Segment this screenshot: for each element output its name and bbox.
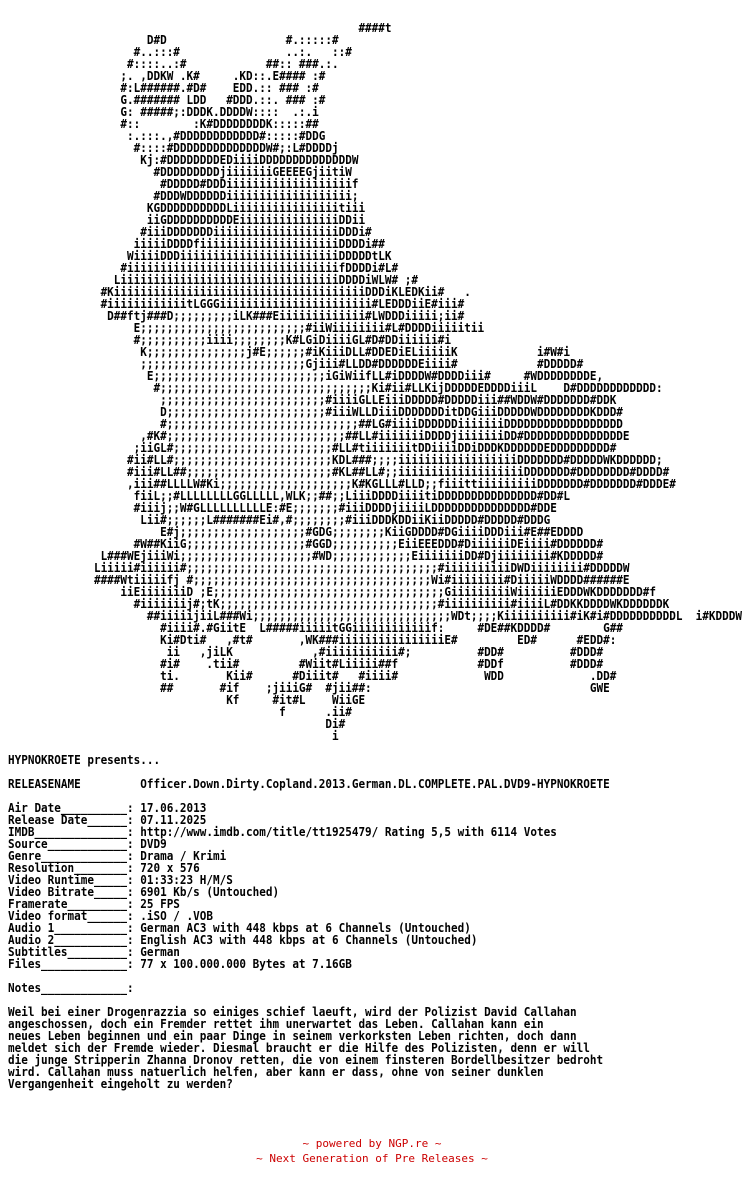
presents-line: HYPNOKROETE presents... [8, 753, 161, 767]
info-value: 01:33:23 H/M/S [140, 873, 233, 887]
ascii-art [8, 21, 742, 743]
ascii-art-line: #iiiiiiiiiiiiiiiiiiiiiiiiiiiiiiiifDDDDi#L# [8, 261, 399, 275]
info-value: 77 x 100.000.000 Bytes at 7.16GB [140, 957, 352, 971]
ascii-art-line: #:L######.#D# EDD.:: ### :# [8, 81, 319, 95]
info-label: Resolution________ [8, 861, 128, 875]
ascii-art-line: #::::..:# ##:: ###.:. [8, 57, 339, 71]
info-value: .iSO / .VOB [140, 909, 213, 923]
ascii-art-line: #;;;;;;;;;;iiii;;;;;;;;K#LGiDiiiiGL#D#DDiiiiii#i [8, 333, 452, 347]
ascii-art-line: ii ,jiLK ,#iiiiiiiiiii#; #DD# #DDD# [8, 645, 604, 659]
ascii-art-line: #iiiDDDDDDDiiiiiiiiiiiiiiiiiiiDDDi# [8, 225, 372, 239]
ascii-art-line: #;;;;;;;;;;;;;;;;;;;;;;;;;;;;;##LG#iiiiDDDDDDiiiiiiiDDDDDDDDDDDDDDDDDD [8, 417, 623, 431]
ascii-art-line: i [8, 729, 339, 743]
ascii-art-line: D#D #.:::::# [8, 33, 339, 47]
info-fields [8, 801, 557, 971]
info-row: Audio 2___________: English AC3 with 448 kbps at 6 Channels (Untouched) [8, 933, 478, 947]
ascii-art-line: Ki#Dti# ,#t# ,WK###iiiiiiiiiiiiiiiiE# ED# #EDD#: [8, 633, 617, 647]
footer-tagline: ~ Next Generation of Pre Releases ~ [256, 1152, 488, 1165]
ascii-art-line: E;;;;;;;;;;;;;;;;;;;;;;;;;;iGiWiifLL#iDDDDW#DDDDiii# #WDDDDDDDDE, [8, 369, 604, 383]
ascii-art-line: Kf #it#L WiiGE [8, 693, 366, 707]
ascii-art-line: G.####### LDD #DDD.::. ### :# [8, 93, 326, 107]
info-label: Framerate_________ [8, 897, 128, 911]
ascii-art-line: iiiiiDDDDfiiiiiiiiiiiiiiiiiiiiiDDDDi## [8, 237, 385, 251]
ascii-art-line: ####Wtiiiiifj #;;;;;;;;;;;;;;;;;;;;;;;;;;;;;;;;;;;;Wi#iiiiiiii#DiiiiiWDDDD######E [8, 573, 630, 587]
info-row: Genre_____________: Drama / Krimi [8, 849, 227, 863]
info-row: Resolution________: 720 x 576 [8, 861, 200, 875]
ascii-art-line: #iii#LL##;;;;;;;;;;;;;;;;;;;;;;#KL##LL#;;iiiiiiiiiiiiiiiiiiiDDDDDDD#DDDDDDDD#DDDD# [8, 465, 670, 479]
ascii-art-line: Kj:#DDDDDDDDEDiiiiDDDDDDDDDDDDDDW [8, 153, 359, 167]
ascii-art-line: ##iiiiijiiL###Wi;;;;;;;;;;;;;;;;;;;;;;;;;;;;;;WDt;;;;Kiiiiiiiiii#iK#i#DDDDDDDDDDL i#KDDDW [8, 609, 742, 623]
info-row: Video Runtime_____: 01:33:23 H/M/S [8, 873, 233, 887]
ascii-art-line: ;iiGL#;;;;;;;;;;;;;;;;;;;;;;;;#LL#tiiiiiiitDDiiiiDDiDDDKDDDDDDEDDDDDDDDD# [8, 441, 617, 455]
info-value: German AC3 with 448 kbps at 6 Channels (Untouched) [140, 921, 471, 935]
info-label: Audio 2___________ [8, 933, 128, 947]
ascii-art-line: D;;;;;;;;;;;;;;;;;;;;;;;;#iiiWLLDiiiDDDDDDDitDDGiiiDDDDDWDDDDDDDDKDDD# [8, 405, 623, 419]
ascii-art-line: KGDDDDDDDDDDLiiiiiiiiiiiiiiiitiii [8, 201, 366, 215]
notes-line: die junge Stripperin Zhanna Dronov retten, die von einem finsteren Bordellbesitzer bedroht [8, 1053, 604, 1067]
info-row: IMDB______________: http://www.imdb.com/title/tt1925479/ Rating 5,5 with 6114 Votes [8, 825, 557, 839]
ascii-art-line: Liiiii#iiiiii#;;;;;;;;;;;;;;;;;;;;;;;;;;;;;;;;;;;;;;#iiiiiiiiiiDWDiiiiiiii#DDDDDW [8, 561, 630, 575]
info-value: 720 x 576 [140, 861, 200, 875]
ascii-art-line: K;;;;;;;;;;;;;;;j#E;;;;;;#iKiiiDLL#DDEDiELiiiiiK i#W#i [8, 345, 571, 359]
info-label: Source____________ [8, 837, 128, 851]
ascii-art-line: ,#K#;;;;;;;;;;;;;;;;;;;;;;;;;;;##LL#iiiiiiiDDDDjiiiiiiiDD#DDDDDDDDDDDDDDDE [8, 429, 630, 443]
info-value: German [140, 945, 180, 959]
ascii-art-line: LiiiiiiiiiiiiiiiiiiiiiiiiiiiiiiiiiDDDDiWLW# ;# [8, 273, 418, 287]
ascii-art-line: fiiL;;#LLLLLLLLGGLLLLL,WLK;;##;;LiiiDDDDiiiitiDDDDDDDDDDDDDDD#DD#L [8, 489, 571, 503]
info-row: Video Bitrate_____: 6901 Kb/s (Untouched) [8, 885, 280, 899]
ascii-art-line: iiGDDDDDDDDDDEiiiiiiiiiiiiiiiDDii [8, 213, 366, 227]
info-label: Release Date______ [8, 813, 128, 827]
info-label: Files_____________ [8, 957, 128, 971]
info-label: Subtitles_________ [8, 945, 128, 959]
release-label: RELEASENAME [8, 777, 81, 791]
footer-powered-by: ~ powered by NGP.re ~ [302, 1137, 442, 1150]
ascii-art-line: ####t [8, 21, 392, 35]
info-label: IMDB______________ [8, 825, 128, 839]
ascii-art-line: #DDDDDDDDDjiiiiiiiGEEEEGjiitiW [8, 165, 352, 179]
info-row: Video format______: .iSO / .VOB [8, 909, 213, 923]
ascii-art-line: ;. ,DDKW .K# .KD::.E#### :# [8, 69, 326, 83]
ascii-art-line: f .ii# [8, 705, 352, 719]
info-label: Video Bitrate_____ [8, 885, 128, 899]
info-value: Drama / Krimi [140, 849, 227, 863]
ascii-art-line: D##ftj###D;;;;;;;;;iLK###Eiiiiiiiiiiiii#LWDDDiiiii;ii# [8, 309, 465, 323]
info-row: Audio 1___________: German AC3 with 448 kbps at 6 Channels (Untouched) [8, 921, 471, 935]
notes-line: Vergangenheit eingeholt zu werden? [8, 1077, 233, 1091]
ascii-art-line: #::::#DDDDDDDDDDDDDDW#;:L#DDDDj [8, 141, 339, 155]
ascii-art-line: WiiiiDDDiiiiiiiiiiiiiiiiiiiiiiiiDDDDDtLK [8, 249, 392, 263]
ascii-art-line: ,iii##LLLLW#Ki;;;;;;;;;;;;;;;;;;;;K#KGLLL#LLD;;fiiittiiiiiiiiiDDDDDDD#DDDDDDD#DDDE# [8, 477, 676, 491]
ascii-art-line: E;;;;;;;;;;;;;;;;;;;;;;;;;#iiWiiiiiiii#L#DDDDiiiiitii [8, 321, 485, 335]
ascii-art-line: Lii#;;;;;;L#######Ei#,#;;;;;;;;#iiiDDDKDDiiKiiDDDDD#DDDDD#DDDG [8, 513, 551, 527]
ascii-art-line: #iiij;;W#GLLLLLLLLLLE:#E;;;;;;;#iiiDDDDjiiiiLDDDDDDDDDDDDDDD#DDE [8, 501, 557, 515]
ascii-art-line: #DDDWDDDDDDiiiiiiiiiiiiiiiiiii; [8, 189, 359, 203]
ascii-art-line: L###WEjiiiWi;;;;;;;;;;;;;;;;;;;;#WD;;;;;;;;;;;;EiiiiiiiDD#Djiiiiiiii#KDDDDD# [8, 549, 604, 563]
notes-line: angeschossen, doch ein Fremder rettet ihm unerwartet das Leben. Callahan kann ein [8, 1017, 544, 1031]
ascii-art-line: E#j;;;;;;;;;;;;;;;;;;;#GDG;;;;;;;;KiiGDDDD#DGiiiiDDDiii#E##EDDDD [8, 525, 584, 539]
notes-line: wird. Callahan muss natuerlich helfen, aber kann er dass, ohne von seiner dunklen [8, 1065, 544, 1079]
info-row: Files_____________: 77 x 100.000.000 Bytes at 7.16GB [8, 957, 352, 971]
ascii-art-line: G: #####;:DDDK.DDDDW:::: .:.i [8, 105, 319, 119]
info-value: English AC3 with 448 kbps at 6 Channels (Untouched) [140, 933, 478, 947]
notes-line: neues Leben beginnen und ein paar Dinge in seinem verkorksten Leben richten, doch dann [8, 1029, 577, 1043]
ascii-art-line: #:: :K#DDDDDDDDK:::::## [8, 117, 319, 131]
info-row: Release Date______: 07.11.2025 [8, 813, 207, 827]
info-row: Air Date__________: 17.06.2013 [8, 801, 207, 815]
ascii-art-line: iiEiiiiiiiD ;E;;;;;;;;;;;;;;;;;;;;;;;;;;;;;;;;;;;GiiiiiiiiiWiiiiiiEDDDWKDDDDDDD#f [8, 585, 656, 599]
ascii-art-line: ti. Kii# #Diiit# #iiii# WDD .DD# [8, 669, 617, 683]
footer [0, 1136, 744, 1166]
info-label: Video Runtime_____ [8, 873, 128, 887]
ascii-art-line: #;;;;;;;;;;;;;;;;;;;;;;;;;;;;;;;;Ki#ii#LLKijDDDDDEDDDDiiiL D#DDDDDDDDDDDD: [8, 381, 663, 395]
nfo-text [8, 22, 742, 1090]
notes-line: Weil bei einer Drogenrazzia so einiges schief laeuft, wird der Polizist David Callahan [8, 1005, 577, 1019]
notes-text [8, 1005, 603, 1091]
ascii-art-line: ;;;;;;;;;;;;;;;;;;;;;;;;;Gjiii#LLDD#DDDDDDEiiii# #DDDDD# [8, 357, 584, 371]
info-label: Audio 1___________ [8, 921, 128, 935]
info-value: http://www.imdb.com/title/tt1925479/ Rating 5,5 with 6114 Votes [140, 825, 557, 839]
ascii-art-line: :.:::.,#DDDDDDDDDDDD#:::::#DDG [8, 129, 326, 143]
info-value: 17.06.2013 [140, 801, 207, 815]
ascii-art-line: #KiiiiiiiiiiiiiiiiiiiiiiiiiiiiiiiiiiiiiiDDDiKLEDKii# . [8, 285, 471, 299]
notes-line: meldet sich der Fremde wieder. Diesmal braucht er die Hilfe des Polizisten, denn er will [8, 1041, 590, 1055]
info-row: Framerate_________: 25 FPS [8, 897, 180, 911]
ascii-art-line: ## #if ;jiiiG# #jii##: GWE [8, 681, 610, 695]
ascii-art-line: ;;;;;;;;;;;;;;;;;;;;;;;;;#iiiiGLLEiiiDDDDD#DDDDDiii##WDDW#DDDDDDD#DDK [8, 393, 617, 407]
ascii-art-line: Di# [8, 717, 346, 731]
ascii-art-line: #i# .tii# #Wiit#Liiiii##f #DDf #DDD# [8, 657, 604, 671]
ascii-art-line: #ii#LL#;;;;;;;;;;;;;;;;;;;;;;;;KDL###;;;;iiiiiiiiiiiiiiiiiiDDDDDDD#DDDDDWKDDDDDD; [8, 453, 663, 467]
info-row: Source____________: DVD9 [8, 837, 167, 851]
info-value: 6901 Kb/s (Untouched) [140, 885, 280, 899]
ascii-art-line: #W##KiiG;;;;;;;;;;;;;;;;;;#GGD;;;;;;;;;;EiiEEEDDD#DiiiiiiDEiiii#DDDDDD# [8, 537, 604, 551]
ascii-art-line: #..:::# ..:. ::# [8, 45, 352, 59]
info-value: 07.11.2025 [140, 813, 207, 827]
info-label: Video format______ [8, 909, 128, 923]
info-value: 25 FPS [140, 897, 180, 911]
ascii-art-line: #iiii#.#GiitE L#####iiiiitGGiiiiiiiiiiiif: #DE##KDDDD# G## [8, 621, 623, 635]
release-name: Officer.Down.Dirty.Copland.2013.German.DL.COMPLETE.PAL.DVD9-HYPNOKROETE [140, 777, 610, 791]
ascii-art-line: #DDDDD#DDDiiiiiiiiiiiiiiiiiiif [8, 177, 359, 191]
info-row: Subtitles_________: German [8, 945, 180, 959]
info-label: Air Date__________ [8, 801, 128, 815]
ascii-art-line: #iiiiiiij#;tK;;;;;;;;;;;;;;;;;;;;;;;;;;;;;;;;;#iiiiiiiiii#iiiiL#DDKKDDDDWKDDDDDDK [8, 597, 670, 611]
info-value: DVD9 [140, 837, 167, 851]
ascii-art-line: #iiiiiiiiiiiitLGGGiiiiiiiiiiiiiiiiiiiiiii#LEDDDiiE#iii# [8, 297, 465, 311]
info-label: Genre_____________ [8, 849, 128, 863]
notes-label: Notes_____________: [8, 981, 134, 995]
